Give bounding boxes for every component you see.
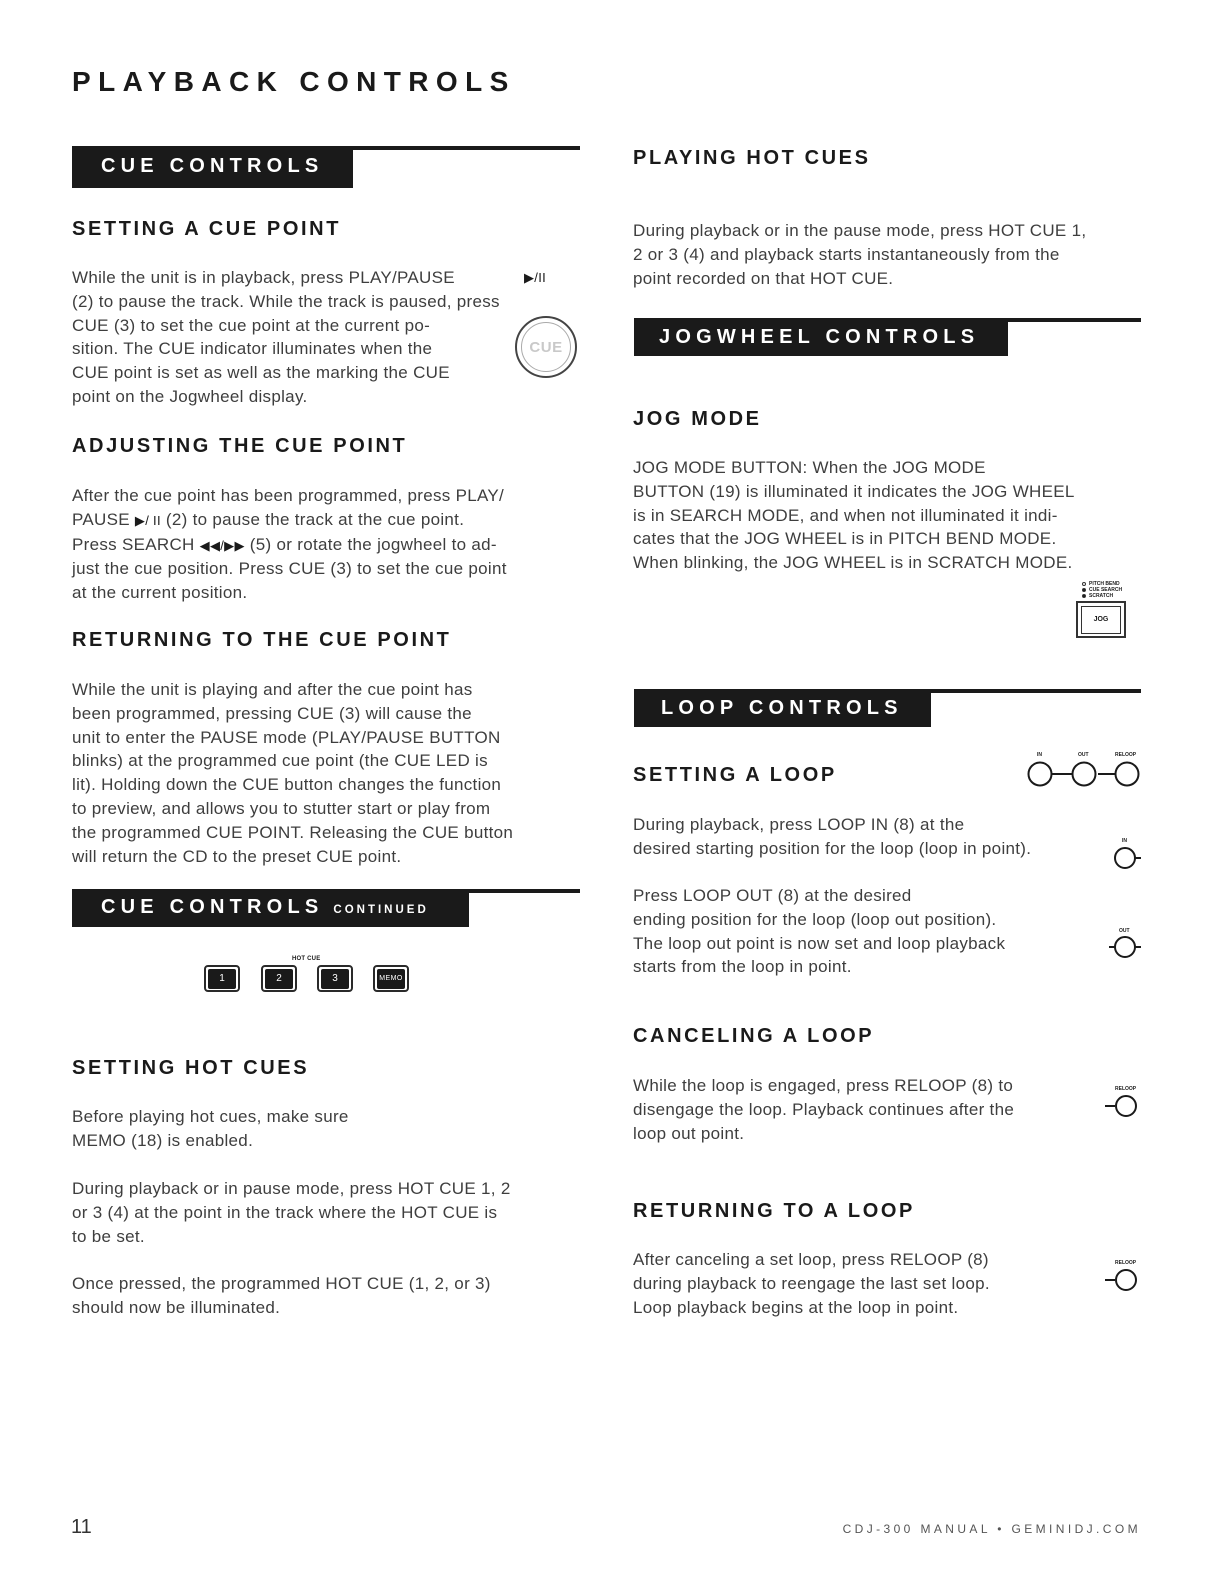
paragraph-setting-a-loop-2: [633, 884, 1103, 979]
text-line: loop out point.: [633, 1123, 745, 1143]
text-line: PAUSE ▶/ II (2) to pause the track at the cue point.: [72, 509, 465, 529]
text-line: Loop playback begins at the loop in point.: [633, 1297, 959, 1317]
text-line: After canceling a set loop, press RELOOP (8): [633, 1250, 989, 1269]
text-line: (2) to pause the track. While the track is paused, press: [72, 291, 500, 311]
reloop-icon-label: RELOOP: [1115, 1086, 1137, 1092]
section-bar-jogwheel-controls: [634, 318, 1008, 356]
section-bar-cue-controls: [72, 146, 353, 188]
memo-button-label: MEMO: [377, 969, 405, 989]
reloop-icon-label: RELOOP: [1115, 1260, 1137, 1266]
loop-in-icon-label: IN: [1122, 838, 1127, 844]
text-line: The loop out point is now set and loop playback: [633, 933, 1006, 953]
paragraph-adjusting-cue-point: [72, 484, 587, 605]
page-title: PLAYBACK CONTROLS: [72, 66, 516, 97]
heading-adjusting-cue-point: ADJUSTING THE CUE POINT: [72, 435, 408, 457]
heading-setting-hot-cues: SETTING HOT CUES: [72, 1057, 310, 1079]
heading-returning-to-a-loop: RETURNING TO A LOOP: [633, 1200, 915, 1222]
hot-cue-button-1: [204, 965, 240, 992]
jog-button-label: JOG: [1081, 606, 1121, 634]
loop-icon-label-reloop: RELOOP: [1115, 752, 1137, 758]
text-line: MEMO (18) is enabled.: [72, 1130, 254, 1150]
paragraph-canceling-a-loop: [633, 1074, 1103, 1145]
paragraph-setting-hot-cues-3: [72, 1272, 587, 1320]
section-bar-title: CUE CONTROLS: [101, 896, 324, 918]
play-pause-icon: ▶/ II: [134, 512, 161, 528]
heading-jog-mode: JOG MODE: [633, 408, 762, 430]
text-line: Press SEARCH ◀◀/▶▶ (5) or rotate the jogwheel to ad-: [72, 534, 497, 554]
loop-out-icon: [1106, 934, 1144, 960]
led-on-icon: [1082, 588, 1086, 592]
text-line: During playback, press LOOP IN (8) at the: [633, 815, 965, 834]
text-line: blinks) at the programmed cue point (the CUE LED is: [72, 751, 488, 771]
text-line: to be set.: [72, 1226, 145, 1246]
search-rewind-forward-icon: ◀◀/▶▶: [199, 537, 245, 553]
led-blink-icon: [1082, 594, 1086, 598]
hot-cue-button-label: 3: [321, 969, 349, 989]
hot-cue-panel-label: HOT CUE: [292, 956, 321, 962]
legend-item: CUE SEARCH: [1082, 587, 1122, 593]
text-line: sition. The CUE indicator illuminates when the: [72, 339, 433, 359]
text-line: CUE (3) to set the cue point at the current po-: [72, 315, 431, 335]
text-line: ending position for the loop (loop out position).: [633, 909, 997, 929]
paragraph-setting-hot-cues-2: [72, 1177, 587, 1248]
memo-button: [373, 965, 409, 992]
hot-cue-button-3: [317, 965, 353, 992]
paragraph-setting-cue-point: [72, 266, 547, 409]
text-line: will return the CD to the preset CUE point.: [72, 846, 402, 866]
text-line: to preview, and allows you to stutter start or play from: [72, 798, 491, 818]
text-line: lit). Holding down the CUE button changes the function: [72, 775, 502, 795]
loop-icon-label-in: IN: [1037, 752, 1042, 758]
loop-out-icon-label: OUT: [1119, 928, 1130, 934]
heading-canceling-a-loop: CANCELING A LOOP: [633, 1025, 875, 1047]
text-line: During playback or in pause mode, press HOT CUE 1, 2: [72, 1179, 511, 1198]
jog-mode-legend: [1082, 581, 1122, 599]
text-line: point on the Jogwheel display.: [72, 386, 308, 406]
text-line: Before playing hot cues, make sure: [72, 1107, 349, 1126]
section-bar-cue-controls-continued: [72, 889, 469, 927]
text-line: After the cue point has been programmed, press PLAY/: [72, 486, 505, 505]
heading-setting-cue-point: SETTING A CUE POINT: [72, 218, 342, 240]
footer-text: CDJ-300 MANUAL • GEMINIDJ.COM: [842, 1522, 1141, 1536]
paragraph-returning-cue-point: [72, 678, 587, 868]
hot-cue-button-label: 2: [265, 969, 293, 989]
text-line: unit to enter the PAUSE mode (PLAY/PAUSE BUTTON: [72, 727, 501, 747]
section-bar-subtitle: CONTINUED: [333, 904, 429, 916]
text-line: While the unit is in playback, press PLAY/PAUSE ▶/II: [72, 266, 517, 290]
text-line: JOG MODE BUTTON: When the JOG MODE: [633, 458, 986, 477]
text-line: When blinking, the JOG WHEEL is in SCRATCH MODE.: [633, 553, 1073, 573]
text-line: While the loop is engaged, press RELOOP (8) to: [633, 1076, 1014, 1095]
text-line: just the cue position. Press CUE (3) to set the cue point: [72, 559, 507, 579]
text-line: should now be illuminated.: [72, 1297, 281, 1317]
section-bar-title: CUE CONTROLS: [101, 155, 324, 177]
text-line: point recorded on that HOT CUE.: [633, 268, 894, 288]
led-off-icon: [1082, 582, 1086, 586]
text-line: desired starting position for the loop (loop in point).: [633, 838, 1032, 858]
text-line: CUE point is set as well as the marking the CUE: [72, 363, 450, 383]
reloop-icon: [1102, 1267, 1142, 1293]
section-bar-title: JOGWHEEL CONTROLS: [659, 326, 980, 348]
cue-button-illustration: [515, 316, 577, 378]
play-pause-icon: ▶/II: [524, 270, 547, 285]
loop-icon-label-out: OUT: [1078, 752, 1089, 758]
text-line: BUTTON (19) is illuminated it indicates the JOG WHEEL: [633, 481, 1075, 501]
legend-item: SCRATCH: [1082, 593, 1122, 599]
text-line: is in SEARCH MODE, and when not illuminated it indi-: [633, 505, 1058, 525]
hot-cue-button-2: [261, 965, 297, 992]
text-line: 2 or 3 (4) and playback starts instantaneously from the: [633, 244, 1060, 264]
text-line: Once pressed, the programmed HOT CUE (1, 2, or 3): [72, 1274, 491, 1293]
text-line: Press LOOP OUT (8) at the desired: [633, 886, 912, 905]
paragraph-returning-to-a-loop: [633, 1248, 1103, 1319]
text-line: disengage the loop. Playback continues after the: [633, 1099, 1015, 1119]
heading-playing-hot-cues: PLAYING HOT CUES: [633, 147, 871, 169]
page-number: 11: [71, 1516, 92, 1538]
paragraph-setting-hot-cues-1: [72, 1105, 587, 1153]
text-line: during playback to reengage the last set loop.: [633, 1273, 990, 1293]
section-bar-loop-controls: [634, 689, 931, 727]
text-line: at the current position.: [72, 583, 248, 603]
text-line: been programmed, pressing CUE (3) will cause the: [72, 703, 472, 723]
text-line: the programmed CUE POINT. Releasing the CUE button: [72, 822, 514, 842]
paragraph-setting-a-loop-1: [633, 813, 1113, 861]
heading-setting-a-loop: SETTING A LOOP: [633, 764, 837, 786]
cue-button-label: CUE: [521, 322, 571, 372]
legend-item: PITCH BEND: [1082, 581, 1122, 587]
loop-in-icon: [1110, 844, 1142, 870]
loop-buttons-icon: [1026, 759, 1142, 789]
reloop-icon: [1102, 1093, 1142, 1119]
paragraph-jog-mode: [633, 456, 1153, 575]
text-line: During playback or in the pause mode, press HOT CUE 1,: [633, 221, 1087, 240]
heading-returning-cue-point: RETURNING TO THE CUE POINT: [72, 629, 452, 651]
paragraph-playing-hot-cues: [633, 219, 1153, 290]
section-bar-title: LOOP CONTROLS: [661, 697, 903, 719]
hot-cue-button-label: 1: [208, 969, 236, 989]
text-line: While the unit is playing and after the cue point has: [72, 680, 473, 699]
jog-button-illustration: [1076, 601, 1126, 638]
text-line: cates that the JOG WHEEL is in PITCH BEND MODE.: [633, 529, 1057, 549]
text-line: starts from the loop in point.: [633, 957, 852, 977]
text-line: or 3 (4) at the point in the track where the HOT CUE is: [72, 1202, 498, 1222]
